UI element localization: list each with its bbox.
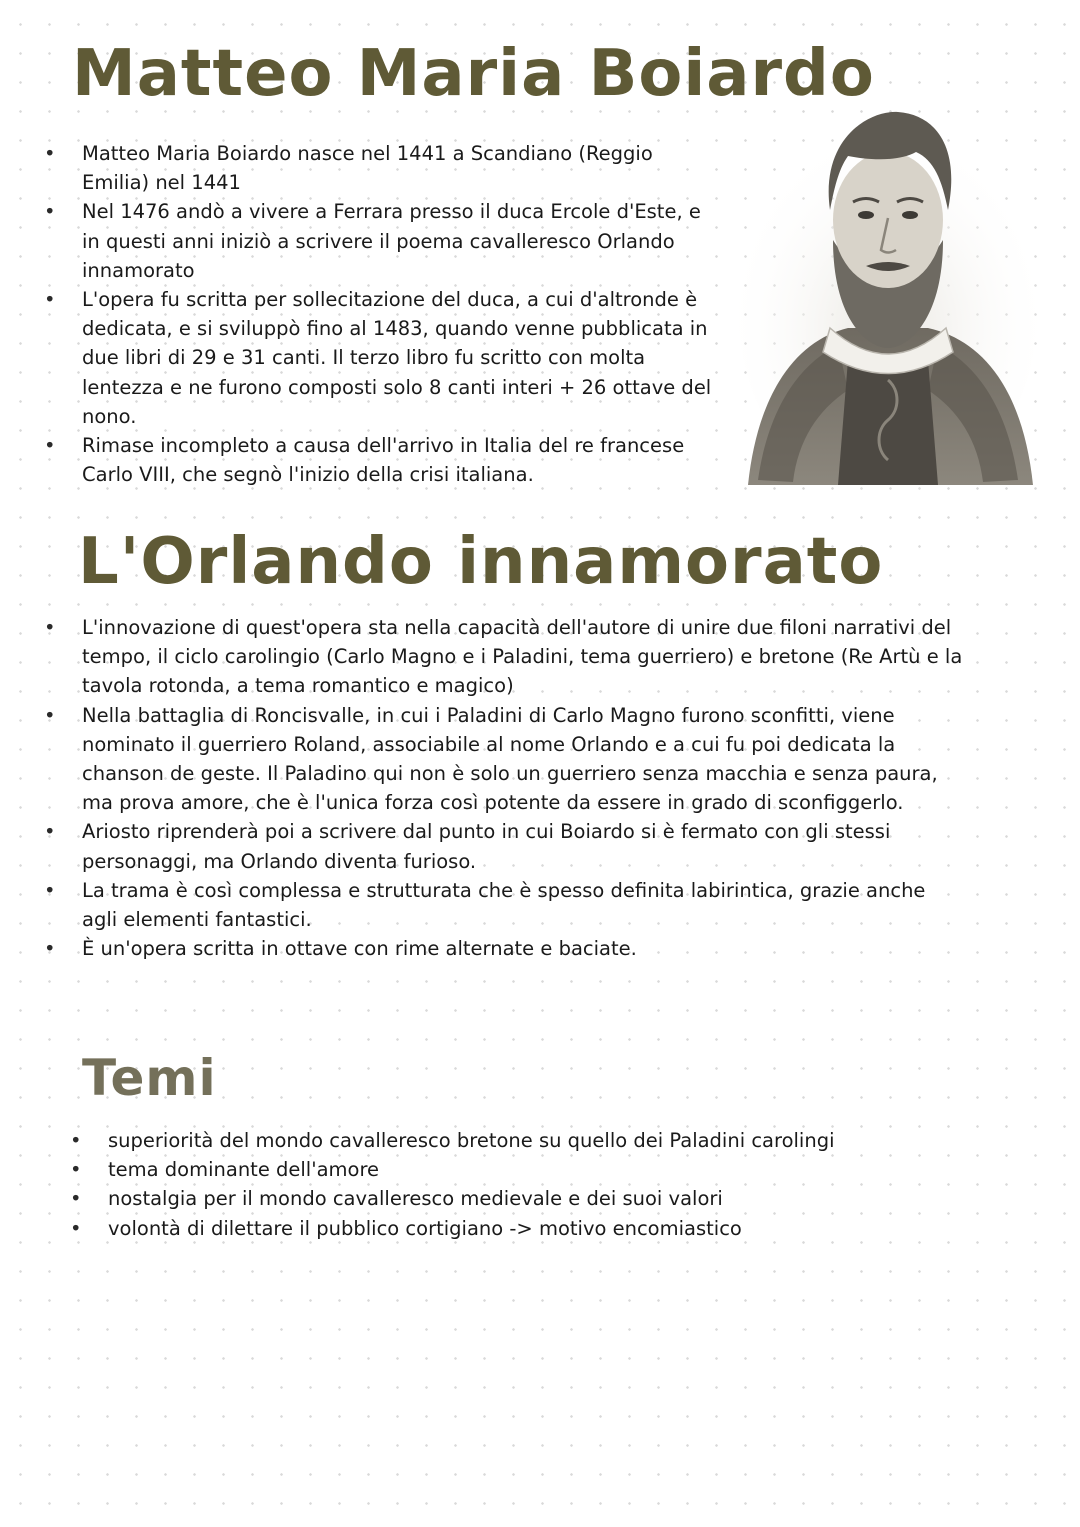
list-item: • Matteo Maria Boiardo nasce nel 1441 a Scandiano (Reggio Emilia) nel 1441 xyxy=(44,139,724,197)
list-item: • nostalgia per il mondo cavalleresco medievale e dei suoi valori xyxy=(70,1184,1020,1213)
biography-list xyxy=(44,139,724,489)
boiardo-portrait xyxy=(738,90,1038,490)
list-item: • volontà di dilettare il pubblico cortigiano -> motivo encomiastico xyxy=(70,1214,1020,1243)
list-item: • È un'opera scritta in ottave con rime alternate e baciate. xyxy=(44,934,964,963)
list-item: • L'innovazione di quest'opera sta nella capacità dell'autore di unire due filoni narrativi del tempo, il ciclo carolingio (Carlo Magno e i Paladini, tema guerriero) e bretone (Re Artù e la tavola rotonda, a tema romantico e magico) xyxy=(44,613,964,701)
subsection-title: Temi xyxy=(82,1049,217,1107)
list-item: • tema dominante dell'amore xyxy=(70,1155,1020,1184)
list-item: • Nella battaglia di Roncisvalle, in cui i Paladini di Carlo Magno furono sconfitti, viene nominato il guerriero Roland, associabile al nome Orlando e a cui fu poi dedicata la chanson de geste. Il Paladino qui non è solo un guerriero senza macchia e senza paura, ma prova amore, che è l'unica forza così potente da essere in grado di sconfiggerlo. xyxy=(44,701,964,818)
list-item: • La trama è così complessa e strutturata che è spesso definita labirintica, grazie anche agli elementi fantastici. xyxy=(44,876,964,934)
themes-list xyxy=(70,1126,1020,1243)
page-title: Matteo Maria Boiardo xyxy=(72,37,875,111)
section-title: L'Orlando innamorato xyxy=(78,525,884,599)
list-item: • Nel 1476 andò a vivere a Ferrara presso il duca Ercole d'Este, e in questi anni iniziò a scrivere il poema cavalleresco Orlando innamorato xyxy=(44,197,724,285)
work-list xyxy=(44,613,964,963)
list-item: • Rimase incompleto a causa dell'arrivo in Italia del re francese Carlo VIII, che segnò l'inizio della crisi italiana. xyxy=(44,431,724,489)
list-item: • Ariosto riprenderà poi a scrivere dal punto in cui Boiardo si è fermato con gli stessi personaggi, ma Orlando diventa furioso. xyxy=(44,817,964,875)
list-item: • L'opera fu scritta per sollecitazione del duca, a cui d'altronde è dedicata, e si sviluppò fino al 1483, quando venne pubblicata in due libri di 29 e 31 canti. Il terzo libro fu scritto con molta lentezza e ne furono composti solo 8 canti interi + 26 ottave del nono. xyxy=(44,285,724,431)
list-item: • superiorità del mondo cavalleresco bretone su quello dei Paladini carolingi xyxy=(70,1126,1020,1155)
